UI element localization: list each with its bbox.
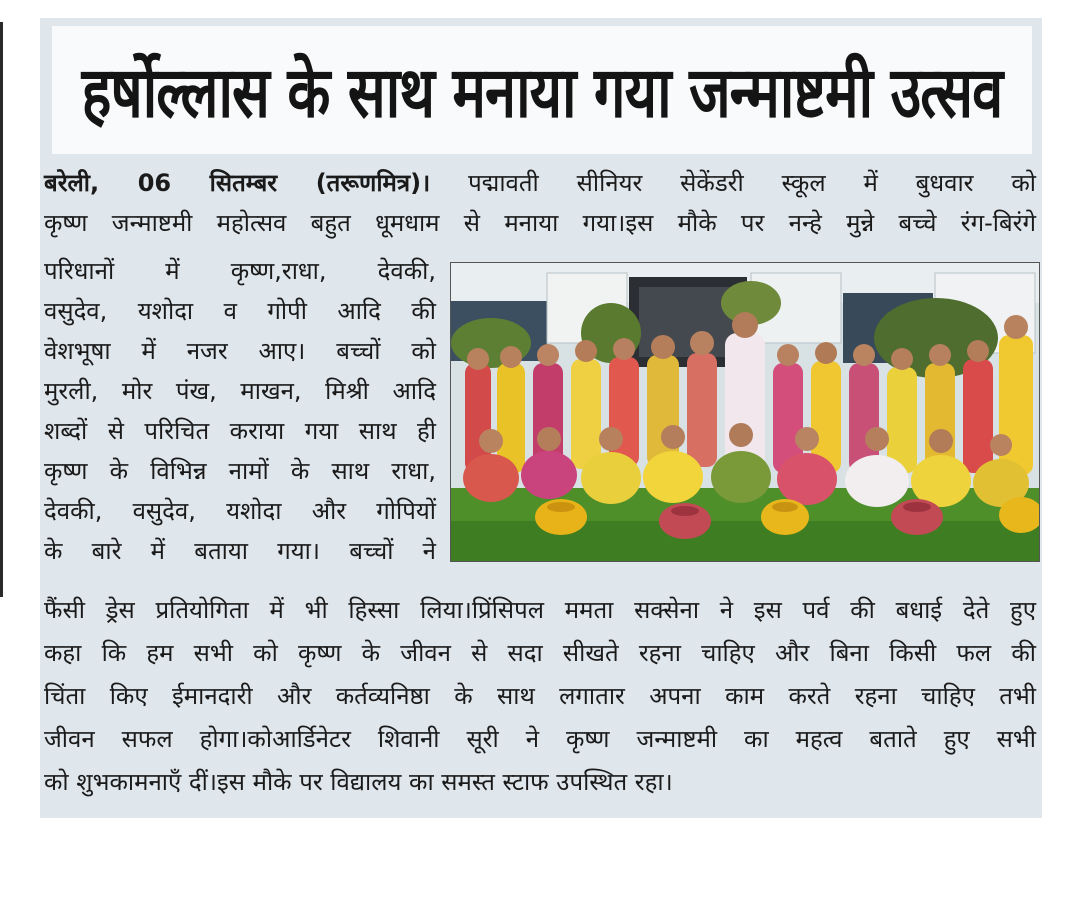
children-costume-photo [451,263,1039,561]
article-line-7: शब्दों से परिचित कराया गया साथ ही [44,417,436,445]
article-line-14: जीवन सफल होगा।कोआर्डिनेटर शिवानी सूरी ने कृष्ण जन्माष्टमी का महत्व बताते हुए सभी [44,725,1036,753]
article-line-5: वेशभूषा में नजर आए। बच्चों को [44,337,436,365]
headline: हर्षोल्लास के साथ मनाया गया जन्माष्टमी उत्सव [81,52,1003,134]
newspaper-clipping [40,18,1042,818]
article-line-11: फैंसी ड्रेस प्रतियोगिता में भी हिस्सा लिया।प्रिंसिपल ममता सक्सेना ने इस पर्व की बधाई देते हुए [44,596,1036,624]
article-line-9: देवकी, वसुदेव, यशोदा और गोपियों [44,497,436,525]
article-line-10: के बारे में बताया गया। बच्चों ने [44,537,436,565]
article-line-1-text: पद्मावती सीनियर सेकेंडरी स्कूल में बुधवार को [468,169,1036,197]
article-line-8: कृष्ण के विभिन्न नामों के साथ राधा, [44,457,436,485]
left-margin-rule [0,22,3,597]
article-line-6: मुरली, मोर पंख, माखन, मिश्री आदि [44,377,436,405]
article-line-4: वसुदेव, यशोदा व गोपी आदि की [44,297,436,325]
news-photo [450,262,1040,562]
article-line-3: परिधानों में कृष्ण,राधा, देवकी, [44,257,436,285]
headline-box [52,26,1032,154]
article-line-12: कहा कि हम सभी को कृष्ण के जीवन से सदा सीखते रहना चाहिए और बिना किसी फल की [44,639,1036,667]
article-line-1 [44,163,1036,203]
article-line-13: चिंता किए ईमानदारी और कर्तव्यनिष्ठा के साथ लगातार अपना काम करते रहना चाहिए तभी [44,682,1036,710]
article-line-15: को शुभकामनाएँ दीं।इस मौके पर विद्यालय का समस्त स्टाफ उपस्थित रहा। [44,768,673,796]
article-line-2: कृष्ण जन्माष्टमी महोत्सव बहुत धूमधाम से मनाया गया।इस मौके पर नन्हे मुन्ने बच्चे रंग-बिरंगे [44,209,1036,237]
dateline: बरेली, 06 सितम्बर (तरूणमित्र)। [44,169,431,197]
